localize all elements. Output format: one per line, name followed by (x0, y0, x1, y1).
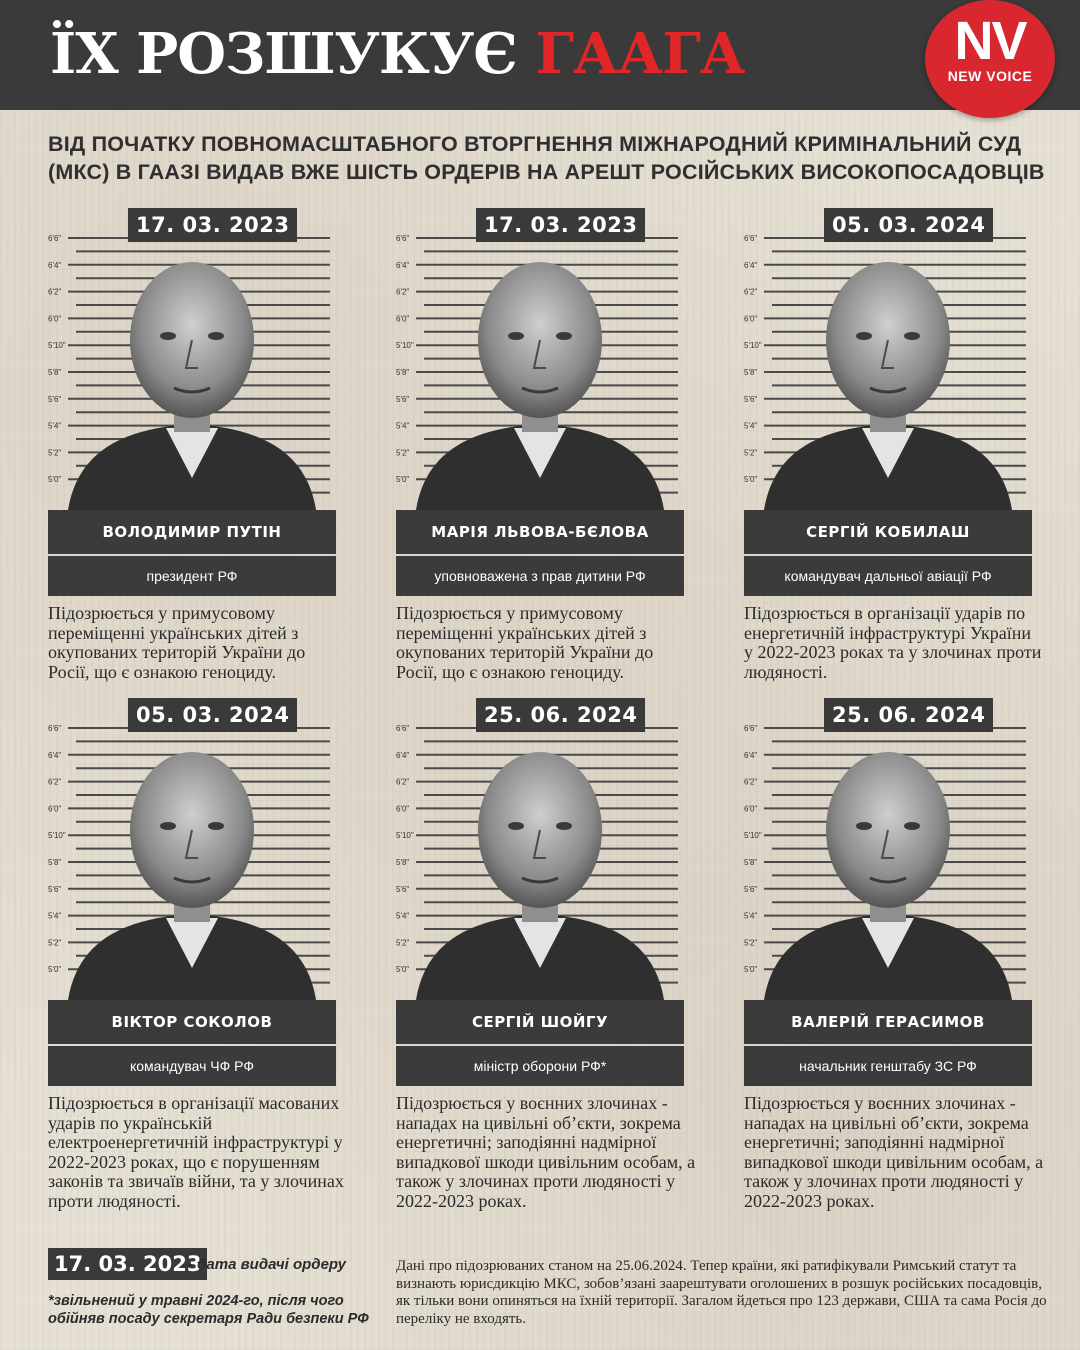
height-label: 6'0" (396, 804, 410, 814)
height-label: 5'6" (396, 884, 410, 894)
height-label: 6'6" (744, 234, 758, 243)
suspect-name: ВОЛОДИМИР ПУТІН (48, 510, 336, 554)
suspect-description: Підозрюється в організації масованих ударів по українській електроенергетичній інфраструктурі у 2022-2023 роках, що є порушенням законів та звичаїв війни, та у злочинах проти людяності. (48, 1093, 344, 1211)
mugshot-area (744, 718, 1032, 1000)
warrant-date: 17. 03. 2023 (476, 208, 645, 242)
height-label: 5'0" (744, 475, 758, 485)
mugshot-area (48, 228, 336, 510)
suspect-portrait-icon (48, 228, 336, 510)
title-main: ЇХ РОЗШУКУЄ (50, 21, 517, 87)
warrant-date: 05. 03. 2024 (128, 698, 297, 732)
height-label: 5'0" (48, 965, 62, 975)
height-label: 5'8" (48, 368, 62, 377)
suspect-description: Підозрюється у примусовому переміщенні українських дітей з окупованих територій України до Росії, що є ознакою геноциду. (48, 603, 306, 682)
height-label: 5'0" (396, 965, 410, 975)
warrant-date: 25. 06. 2024 (476, 698, 645, 732)
suspect-card-1 (48, 208, 336, 728)
suspect-description: Підозрюється у примусовому переміщенні українських дітей з окупованих територій України до Росії, що є ознакою геноциду. (396, 603, 654, 682)
height-label: 5'4" (396, 911, 410, 921)
suspect-role: начальник генштабу ЗС РФ (744, 1046, 1032, 1086)
suspect-name: СЕРГІЙ КОБИЛАШ (744, 510, 1032, 554)
suspect-role: уповноважена з прав дитини РФ (396, 556, 684, 596)
title-accent: ГААГА (535, 21, 745, 87)
height-label: 6'0" (744, 314, 758, 324)
suspect-role: командувач ЧФ РФ (48, 1046, 336, 1086)
suspect-portrait-icon (744, 228, 1032, 510)
lead-text: ВІД ПОЧАТКУ ПОВНОМАСШТАБНОГО ВТОРГНЕННЯ МІЖНАРОДНИЙ КРИМІНАЛЬНИЙ СУД (МКС) В ГААЗІ ВИДАВ ВЖЕ ШІСТЬ ОРДЕРІВ НА АРЕШТ РОСІЙСЬКИХ ВИСОКОПОСАДОВЦІВ (48, 132, 1045, 184)
height-label: 6'0" (48, 314, 62, 324)
height-label: 6'6" (48, 234, 62, 243)
suspect-portrait-icon (48, 718, 336, 1000)
height-label: 6'2" (48, 777, 62, 787)
suspect-name: МАРІЯ ЛЬВОВА-БЄЛОВА (396, 510, 684, 554)
suspect-role: президент РФ (48, 556, 336, 596)
logo-nv-text: NV (954, 11, 1026, 71)
legend-text: - дата видачі ордеру (188, 1256, 347, 1273)
height-label: 5'6" (396, 394, 410, 404)
height-label: 6'4" (48, 750, 62, 760)
height-label: 6'0" (744, 804, 758, 814)
height-label: 5'2" (396, 448, 410, 458)
mugshot-area (744, 228, 1032, 510)
suspect-portrait-icon (744, 718, 1032, 1000)
legend-date-badge: 17. 03. 2023 (48, 1248, 207, 1280)
height-label: 5'4" (744, 421, 758, 431)
height-label: 5'8" (744, 368, 758, 377)
height-label: 5'6" (48, 394, 62, 404)
height-label: 5'10" (48, 831, 66, 841)
suspect-card-3 (744, 208, 1042, 728)
suspect-name: ВІКТОР СОКОЛОВ (48, 1000, 336, 1044)
height-label: 6'2" (48, 287, 62, 297)
height-label: 5'4" (744, 911, 758, 921)
height-label: 5'2" (48, 938, 62, 948)
height-label: 5'0" (744, 965, 758, 975)
suspect-card-5 (396, 698, 696, 1218)
page-title (50, 22, 744, 86)
height-label: 6'6" (744, 724, 758, 733)
height-label: 5'0" (396, 475, 410, 485)
height-label: 6'4" (744, 260, 758, 270)
mugshot-area (396, 228, 684, 510)
height-label: 6'4" (48, 260, 62, 270)
height-label: 6'2" (396, 287, 410, 297)
height-label: 5'4" (396, 421, 410, 431)
height-label: 6'4" (396, 260, 410, 270)
nv-logo (925, 0, 1055, 118)
height-label: 5'8" (396, 368, 410, 377)
height-label: 5'2" (744, 938, 758, 948)
height-label: 5'8" (48, 858, 62, 867)
height-label: 5'2" (48, 448, 62, 458)
warrant-date: 05. 03. 2024 (824, 208, 993, 242)
header-bar (0, 0, 1080, 110)
height-label: 5'10" (48, 341, 66, 351)
height-label: 6'0" (48, 804, 62, 814)
suspect-card-6 (744, 698, 1044, 1218)
height-label: 5'2" (744, 448, 758, 458)
height-label: 6'4" (744, 750, 758, 760)
footnote: *звільнений у травні 2024-го, після чого обійняв посаду секретаря Ради безпеки РФ (48, 1293, 369, 1327)
height-label: 5'10" (396, 341, 414, 351)
height-label: 5'4" (48, 421, 62, 431)
height-label: 5'4" (48, 911, 62, 921)
suspect-description: Підозрюється у воєнних злочинах - нападах на цивільні об’єкти, зокрема енергетичні; заподіянні надмірної випадкової шкоди цивільним особам, а також у злочинах проти людяності у 2022-2023 роках. (744, 1093, 1044, 1211)
height-label: 5'2" (396, 938, 410, 948)
suspect-name: СЕРГІЙ ШОЙГУ (396, 1000, 684, 1044)
height-label: 6'2" (744, 777, 758, 787)
height-label: 6'6" (396, 234, 410, 243)
height-label: 5'8" (744, 858, 758, 867)
suspect-name: ВАЛЕРІЙ ГЕРАСИМОВ (744, 1000, 1032, 1044)
suspect-role: командувач дальньої авіації РФ (744, 556, 1032, 596)
suspect-card-4 (48, 698, 344, 1218)
height-label: 6'2" (744, 287, 758, 297)
mugshot-area (396, 718, 684, 1000)
suspect-card-2 (396, 208, 684, 728)
height-label: 5'6" (48, 884, 62, 894)
height-label: 5'8" (396, 858, 410, 867)
suspect-description: Підозрюється у воєнних злочинах - нападах на цивільні об’єкти, зокрема енергетичні; заподіянні надмірної випадкової шкоди цивільним особам, а також у злочинах проти людяності у 2022-2023 роках. (396, 1093, 696, 1211)
suspect-portrait-icon (396, 718, 684, 1000)
height-label: 5'0" (48, 475, 62, 485)
mugshot-area (48, 718, 336, 1000)
height-label: 6'0" (396, 314, 410, 324)
height-label: 6'6" (396, 724, 410, 733)
height-label: 5'10" (744, 831, 762, 841)
suspect-portrait-icon (396, 228, 684, 510)
warrant-date: 17. 03. 2023 (128, 208, 297, 242)
suspect-description: Підозрюється в організації ударів по енергетичній інфраструктурі України у 2022-2023 роках та у злочинах проти людяності. (744, 603, 1042, 682)
warrant-date: 25. 06. 2024 (824, 698, 993, 732)
suspect-role: міністр оборони РФ* (396, 1046, 684, 1086)
logo-subtitle: NEW VOICE (947, 68, 1033, 84)
height-label: 5'6" (744, 884, 758, 894)
height-label: 5'10" (396, 831, 414, 841)
height-label: 6'6" (48, 724, 62, 733)
source-note: Дані про підозрюваних станом на 25.06.2024. Тепер країни, які ратифікували Римський статут та визнають юрисдикцію МКС, зобов’язані заарештувати оголошених в розшук російських посадовців, як тільки вони опиняться на їхній території. Загалом йдеться про 123 держави, США та сама Росія до переліку не входять. (396, 1258, 1047, 1327)
height-label: 6'2" (396, 777, 410, 787)
height-label: 5'6" (744, 394, 758, 404)
height-label: 5'10" (744, 341, 762, 351)
height-label: 6'4" (396, 750, 410, 760)
